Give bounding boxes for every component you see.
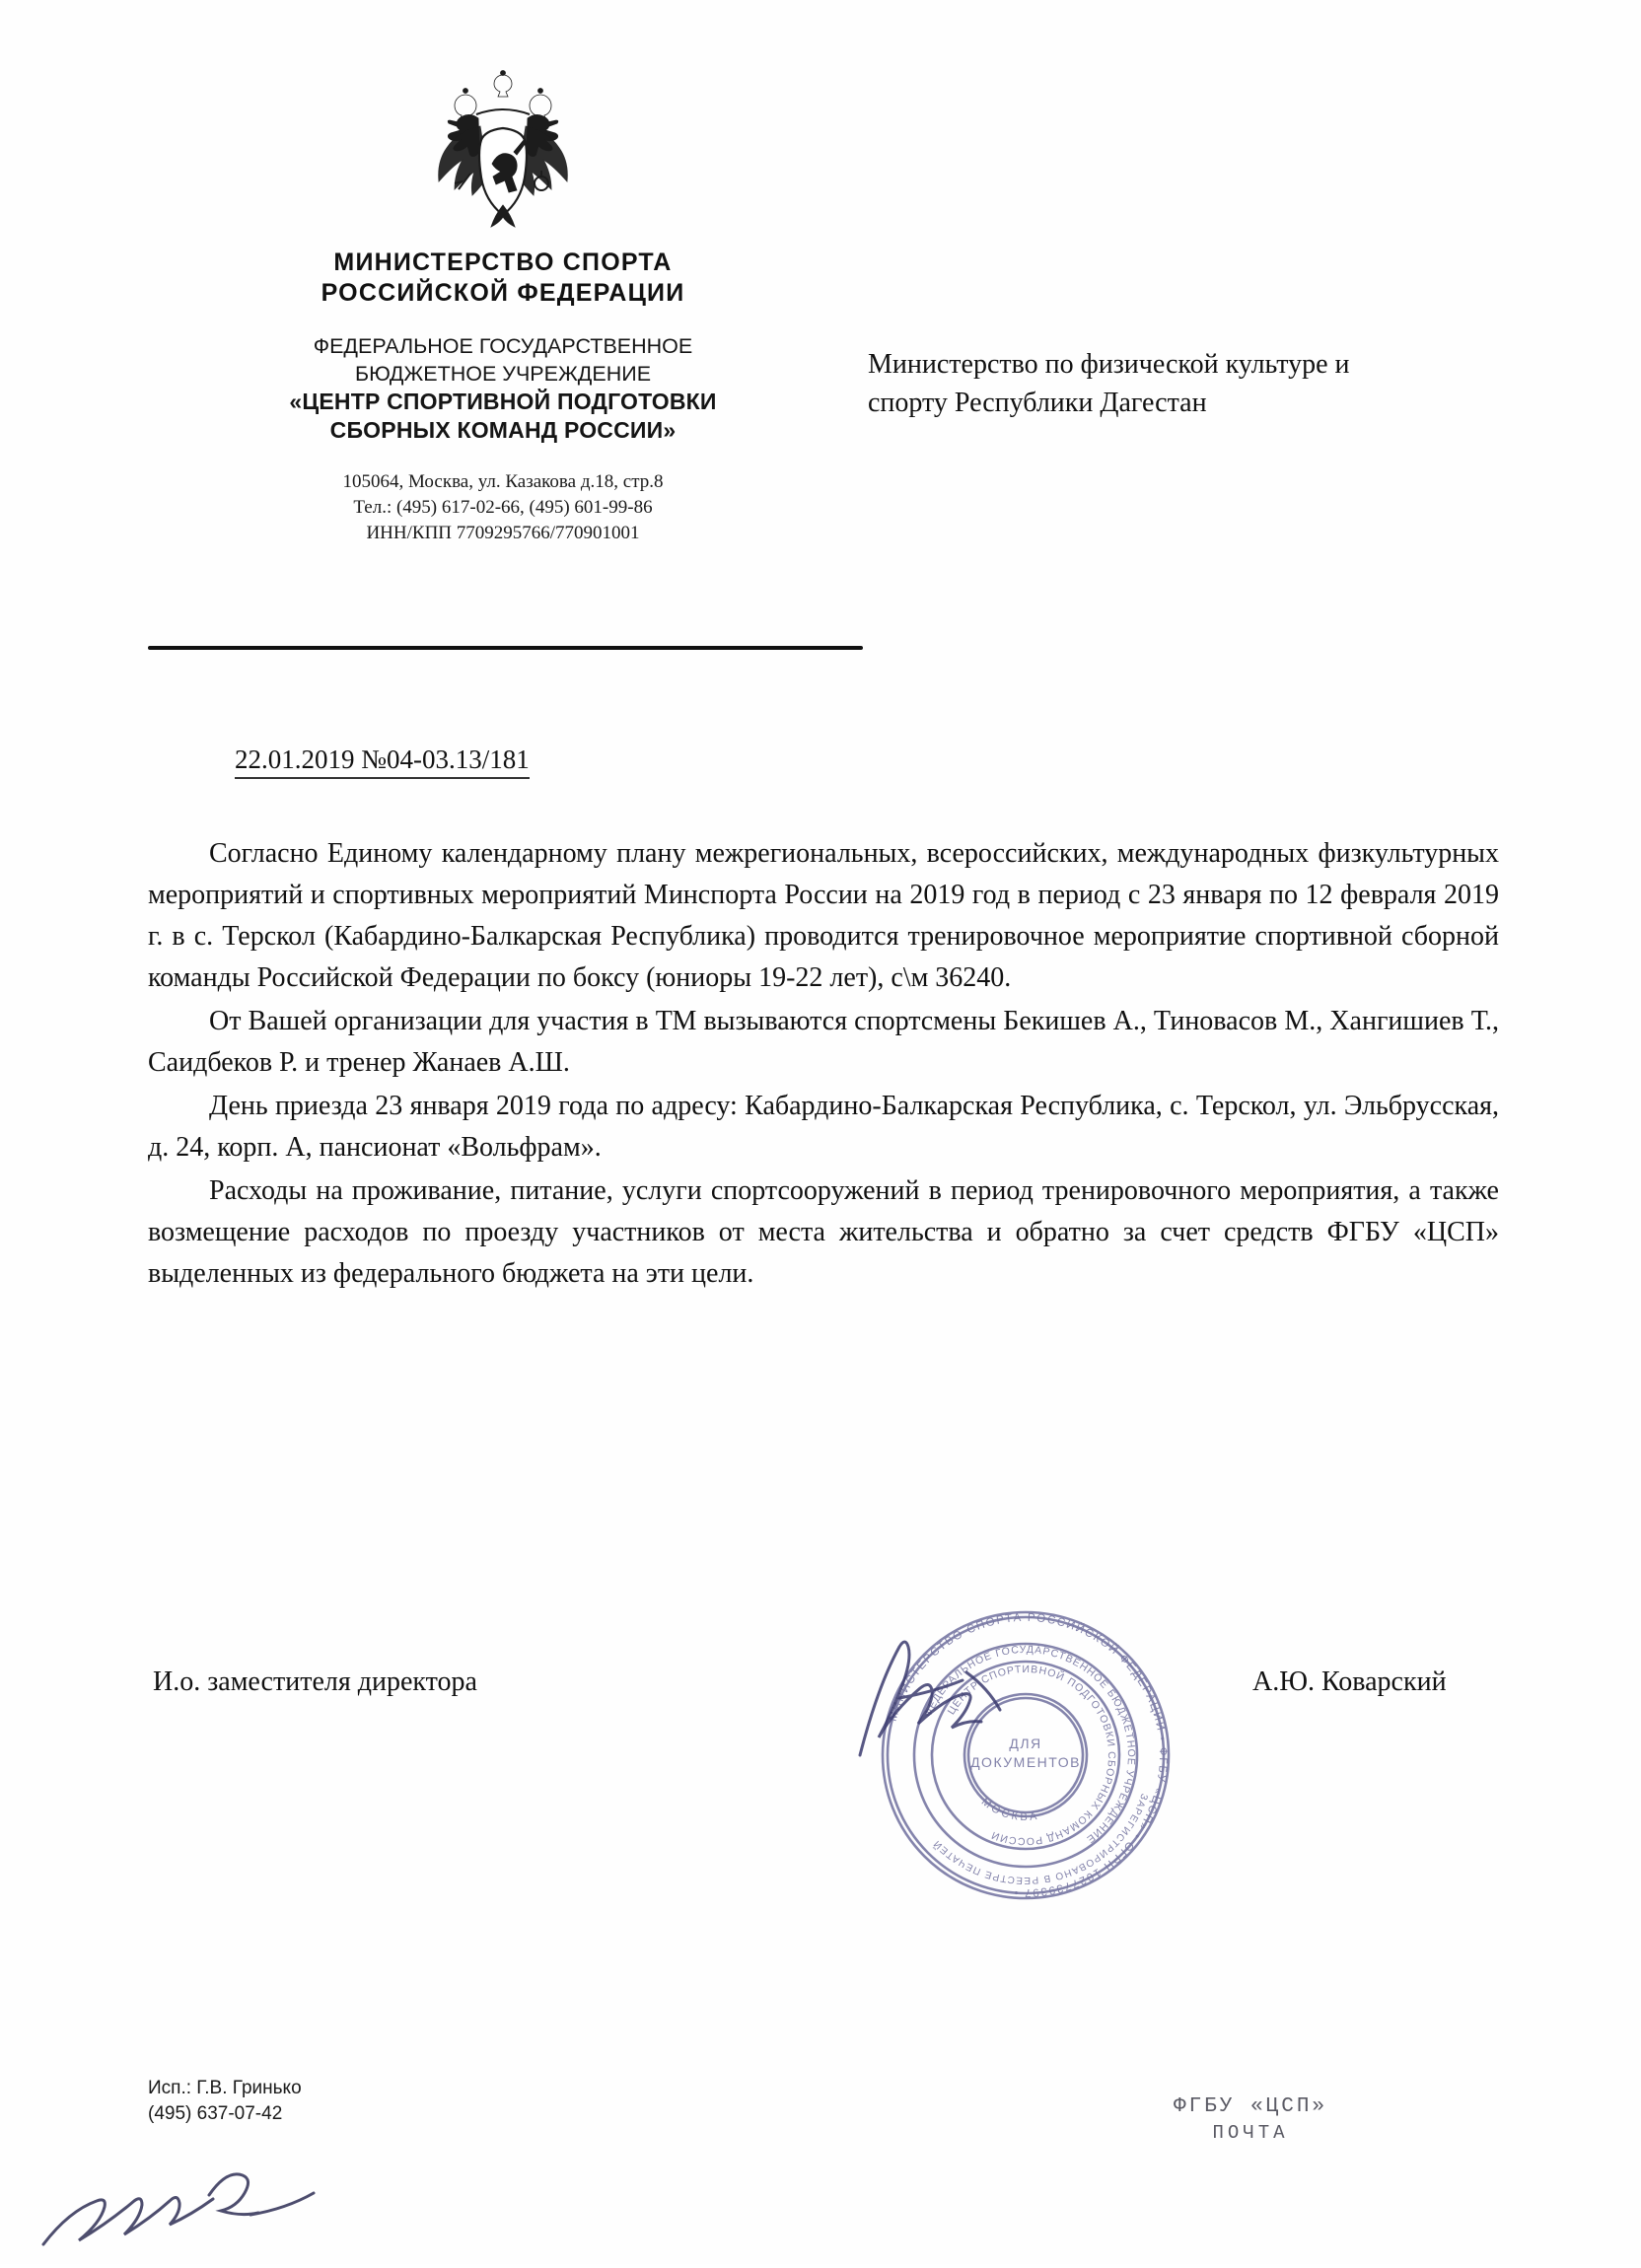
org-line-3: «ЦЕНТР СПОРТИВНОЙ ПОДГОТОВКИ xyxy=(289,389,717,415)
addressee-block xyxy=(868,345,1519,422)
org-line-1: ФЕДЕРАЛЬНОЕ ГОСУДАРСТВЕННОЕ xyxy=(313,334,693,358)
svg-text:ЦЕНТР СПОРТИВНОЙ ПОДГОТОВКИ СБ: ЦЕНТР СПОРТИВНОЙ ПОДГОТОВКИ СБОРНЫХ КОМАНД РОССИИ xyxy=(945,1663,1118,1848)
organization-block xyxy=(148,333,858,446)
body-paragraph-1: Согласно Единому календарному плану межрегиональных, всероссийских, международных физкультурных мероприятий и спортивных мероприятий Минспорта России на 2019 год в период с 23 января по 12 февраля 2019 г. в с. Терскол (Кабардино-Балкарская Республика) проводится тренировочное мероприятие спортивной сборной команды Российской Федерации по боксу (юниоры 19-22 лет), с\м 36240. xyxy=(148,838,1499,993)
svg-text:МОСКВА: МОСКВА xyxy=(978,1796,1041,1824)
org-line-2: БЮДЖЕТНОЕ УЧРЕЖДЕНИЕ xyxy=(354,361,652,386)
svg-text:ДЛЯ: ДЛЯ xyxy=(1009,1736,1042,1751)
letter-body xyxy=(148,833,1499,1297)
body-paragraph-3: День приезда 23 января 2019 года по адресу: Кабардино-Балкарская Республика, с. Терскол, ул. Эльбрусская, д. 24, корп. А, пансионат «Вольфрам». xyxy=(148,1091,1499,1163)
svg-text:ФЕДЕРАЛЬНОЕ ГОСУДАРСТВЕННОЕ БЮ: ФЕДЕРАЛЬНОЕ ГОСУДАРСТВЕННОЕ БЮДЖЕТНОЕ УЧРЕЖДЕНИЕ xyxy=(921,1643,1138,1846)
russian-coat-of-arms-icon xyxy=(419,69,587,242)
signatory-position: И.о. заместителя директора xyxy=(153,1666,477,1697)
mail-stamp-mark xyxy=(1174,2095,1327,2144)
signatory-name: А.Ю. Коварский xyxy=(1252,1666,1447,1697)
contacts-block xyxy=(148,469,858,545)
official-round-stamp xyxy=(868,1597,1183,1913)
inn-kpp-line: ИНН/КПП 7709295766/770901001 xyxy=(366,522,640,543)
body-paragraph-4: Расходы на проживание, питание, услуги спортсооружений в период тренировочного мероприятия, а также возмещение расходов по проезду участников от места жительства и обратно за счет средств ФГБУ «ЦСП» выделенных из федерального бюджета на эти цели. xyxy=(148,1175,1499,1289)
mail-stamp-line-1: ФГБУ «ЦСП» xyxy=(1174,2095,1328,2118)
address-line: 105064, Москва, ул. Казакова д.18, стр.8 xyxy=(342,470,664,492)
executor-block xyxy=(148,2076,302,2126)
svg-text:ДОКУМЕНТОВ: ДОКУМЕНТОВ xyxy=(970,1754,1081,1770)
ministry-name-line-2: РОССИЙСКОЙ ФЕДЕРАЦИИ xyxy=(321,278,685,307)
body-paragraph-2: От Вашей организации для участия в ТМ вызываются спортсмены Бекишев А., Тиновасов М., Хангишиев Т., Саидбеков Р. и тренер Жанаев А.Ш. xyxy=(148,1006,1499,1078)
svg-text:ЗАРЕГИСТРИРОВАНО В РЕЕСТРЕ ПЕЧ: ЗАРЕГИСТРИРОВАНО В РЕЕСТРЕ ПЕЧАТЕЙ xyxy=(931,1792,1150,1886)
addressee-line-1: Министерство по физической культуре и xyxy=(868,349,1350,380)
letterhead xyxy=(148,69,858,545)
org-line-4: СБОРНЫХ КОМАНД РОССИИ» xyxy=(329,417,677,444)
svg-text:МИНИСТЕРСТВО СПОРТА РОССИЙСКОЙ: МИНИСТЕРСТВО СПОРТА РОССИЙСКОЙ ФЕДЕРАЦИИ • ФГБУ «ЦСП» • ОГРН 1027739397 • xyxy=(887,1611,1170,1899)
addressee-line-2: спорту Республики Дагестан xyxy=(868,388,1207,419)
footer-handwritten-mark xyxy=(39,2160,454,2268)
reference-number: 22.01.2019 №04-03.13/181 xyxy=(235,744,530,779)
ministry-name-line-1: МИНИСТЕРСТВО СПОРТА xyxy=(333,248,673,276)
mail-stamp-line-2: ПОЧТА xyxy=(1212,2122,1289,2144)
phone-line: Тел.: (495) 617-02-66, (495) 601-99-86 xyxy=(353,496,653,518)
letterhead-divider xyxy=(148,646,863,650)
executor-phone: (495) 637-07-42 xyxy=(148,2102,283,2124)
executor-name: Исп.: Г.В. Гринько xyxy=(148,2078,302,2098)
